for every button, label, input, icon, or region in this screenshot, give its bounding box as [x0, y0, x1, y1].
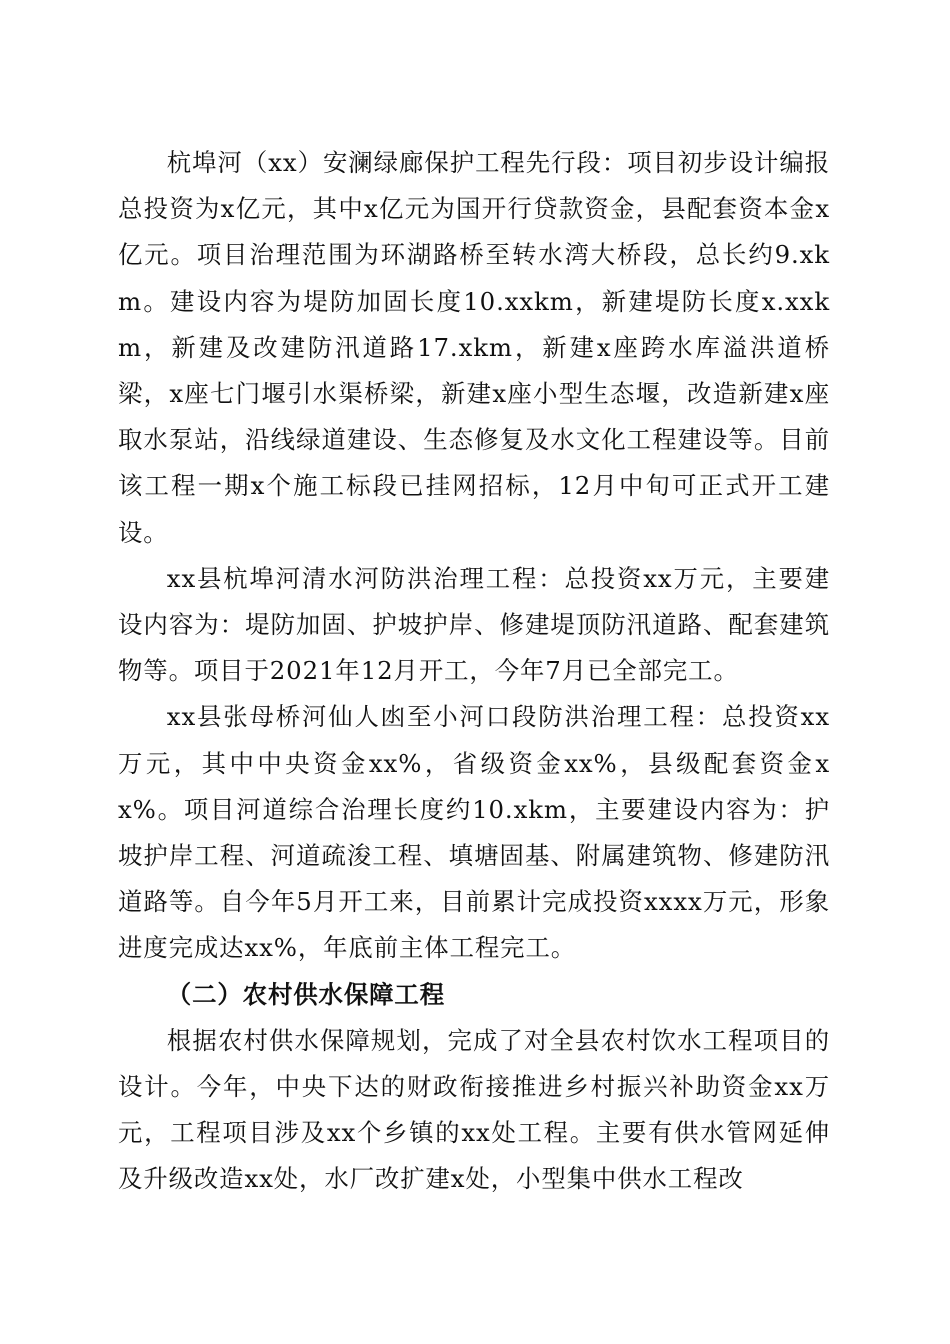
paragraph-zhangmuqiao-river-project: xx县张母桥河仙人凼至小河口段防洪治理工程：总投资xx万元，其中中央资金xx%，省级资金xx%，县级配套资金xx%。项目河道综合治理长度约10.xkm，主要建设内容为：护坡护岸工程、河道疏浚工程、填塘固基、附属建筑物、修建防汛道路等。自今年5月开工来，目前累计完成投资xxxx万元，形象进度完成达xx%，年底前主体工程完工。: [118, 702, 830, 963]
document-body: [118, 140, 830, 1203]
paragraph-qingshui-river-project: xx县杭埠河清水河防洪治理工程：总投资xx万元，主要建设内容为：堤防加固、护坡护岸、修建堤顶防汛道路、配套建筑物等。项目于2021年12月开工，今年7月已全部完工。: [118, 563, 830, 686]
section-heading: （二）农村供水保障工程: [166, 979, 445, 1009]
paragraph-rural-water-supply: 根据农村供水保障规划，完成了对全县农村饮水工程项目的设计。今年，中央下达的财政衔接推进乡村振兴补助资金xx万元，工程项目涉及xx个乡镇的xx处工程。主要有供水管网延伸及升级改造xx处，水厂改扩建x处，小型集中供水工程改: [118, 1025, 830, 1194]
paragraph-hangbu-river-project: 杭埠河（xx）安澜绿廊保护工程先行段：项目初步设计编报总投资为x亿元，其中x亿元为国开行贷款资金，县配套资本金x亿元。项目治理范围为环湖路桥至转水湾大桥段，总长约9.xkm。建设内容为堤防加固长度10.xxkm，新建堤防长度x.xxkm，新建及改建防汛道路17.xkm，新建x座跨水库溢洪道桥梁，x座七门堰引水渠桥梁，新建x座小型生态堰，改造新建x座取水泵站，沿线绿道建设、生态修复及水文化工程建设等。目前该工程一期x个施工标段已挂网招标，12月中旬可正式开工建设。: [118, 148, 830, 547]
